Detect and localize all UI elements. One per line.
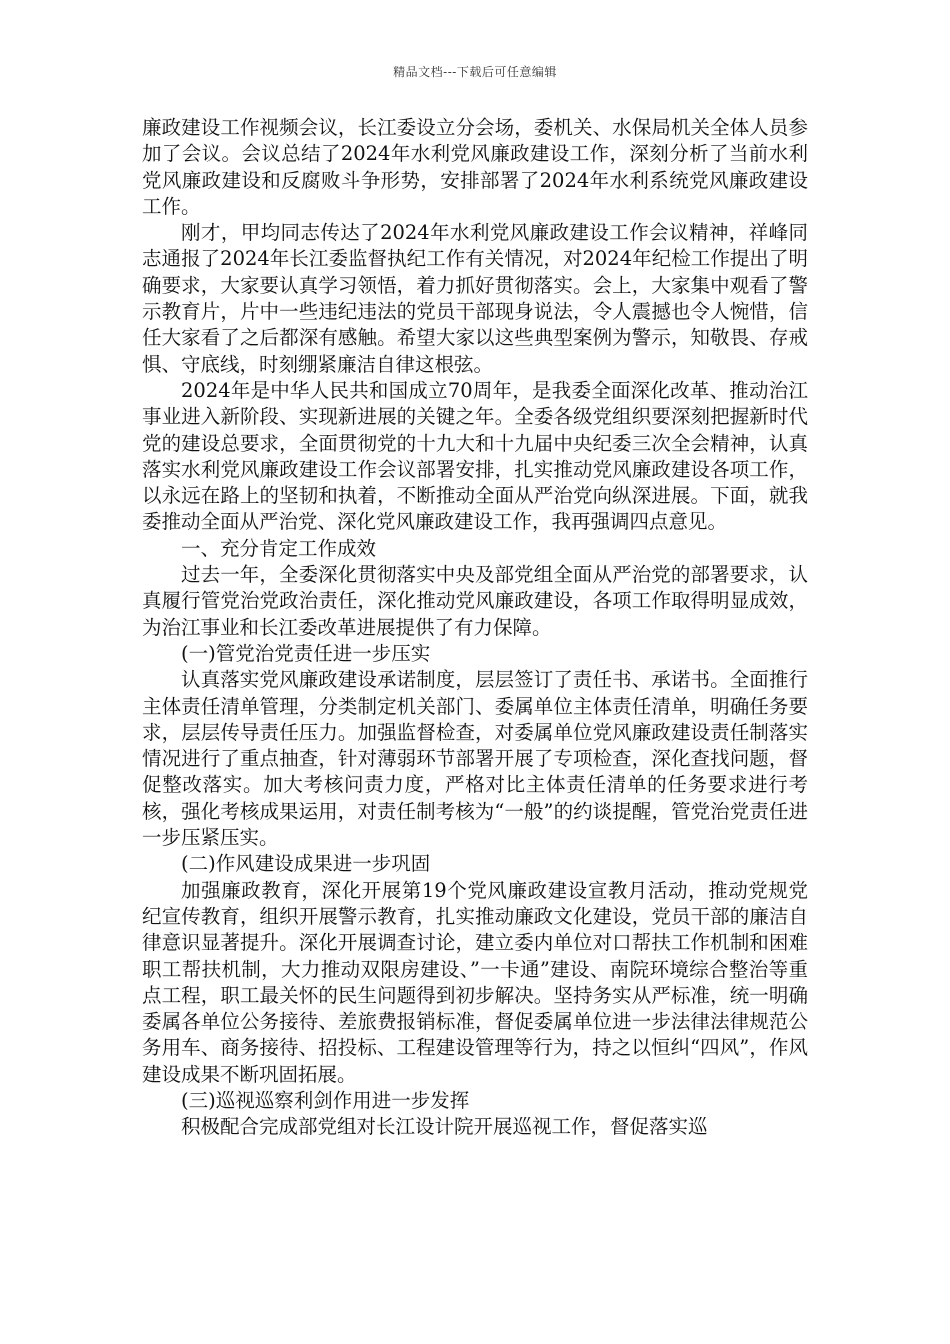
paragraph-1: 廉政建设工作视频会议，长江委设立分会场，委机关、水保局机关全体人员参加了会议。会议总结了2024年水利党风廉政建设工作，深刻分析了当前水利党风廉政建设和反腐败斗争形势，安排部署了2024年水利系统党风廉政建设工作。: [142, 116, 808, 218]
paragraph-5: 认真落实党风廉政建设承诺制度，层层签订了责任书、承诺书。全面推行主体责任清单管理，分类制定机关部门、委属单位主体责任清单，明确任务要求，层层传导责任压力。加强监督检查，对委属单位党风廉政建设责任制落实情况进行了重点抽查，针对薄弱环节部署开展了专项检查，深化查找问题，督促整改落实。加大考核问责力度，严格对比主体责任清单的任务要求进行考核，强化考核成果运用，对责任制考核为“一般”的约谈提醒，管党治党责任进一步压紧压实。: [142, 668, 808, 850]
page-header-note: 精品文档---下载后可任意编辑: [393, 65, 557, 79]
document-body: [142, 115, 808, 1141]
paragraph-6: 加强廉政教育，深化开展第19个党风廉政建设宣教月活动，推动党规党纪宣传教育，组织开展警示教育，扎实推动廉政文化建设，党员干部的廉洁自律意识显著提升。深化开展调查讨论，建立委内单位对口帮扶工作机制和困难职工帮扶机制，大力推动双限房建设、”一卡通”建设、南院环境综合整治等重点工程，职工最关怀的民生问题得到初步解决。坚持务实从严标准，统一明确委属各单位公务接待、差旅费报销标准，督促委属单位进一步法律法律规范公务用车、商务接待、招投标、工程建设管理等行为，持之以恒纠“四风”，作风建设成果不断巩固拓展。: [142, 878, 808, 1086]
subsection-heading-3: (三)巡视巡察利剑作用进一步发挥: [181, 1088, 470, 1112]
paragraph-2: 刚才，甲均同志传达了2024年水利党风廉政建设工作会议精神，祥峰同志通报了2024年长江委监督执纪工作有关情况，对2024年纪检工作提出了明确要求，大家要认真学习领悟，着力抓好贯彻落实。会上，大家集中观看了警示教育片，片中一些违纪违法的党员干部现身说法，令人震撼也令人惋惜，信任大家看了之后都深有感触。希望大家以这些典型案例为警示，知敬畏、存戒惧、守底线，时刻绷紧廉洁自律这根弦。: [142, 221, 808, 376]
paragraph-7: 积极配合完成部党组对长江设计院开展巡视工作，督促落实巡: [181, 1115, 708, 1139]
paragraph-4: 过去一年，全委深化贯彻落实中央及部党组全面从严治党的部署要求，认真履行管党治党政治责任，深化推动党风廉政建设，各项工作取得明显成效，为治江事业和长江委改革进展提供了有力保障。: [142, 563, 808, 639]
section-heading-1: 一、充分肯定工作成效: [181, 536, 377, 560]
subsection-heading-2: (二)作风建设成果进一步巩固: [181, 852, 431, 876]
subsection-heading-1: (一)管党治党责任进一步压实: [181, 641, 431, 665]
paragraph-3: 2024年是中华人民共和国成立70周年，是我委全面深化改革、推动治江事业进入新阶段、实现新进展的关键之年。全委各级党组织要深刻把握新时代党的建设总要求，全面贯彻党的十九大和十九届中央纪委三次全会精神，认真落实水利党风廉政建设工作会议部署安排，扎实推动党风廉政建设各项工作，以永远在路上的坚韧和执着，不断推动全面从严治党向纵深进展。下面，就我委推动全面从严治党、深化党风廉政建设工作，我再强调四点意见。: [142, 378, 808, 534]
